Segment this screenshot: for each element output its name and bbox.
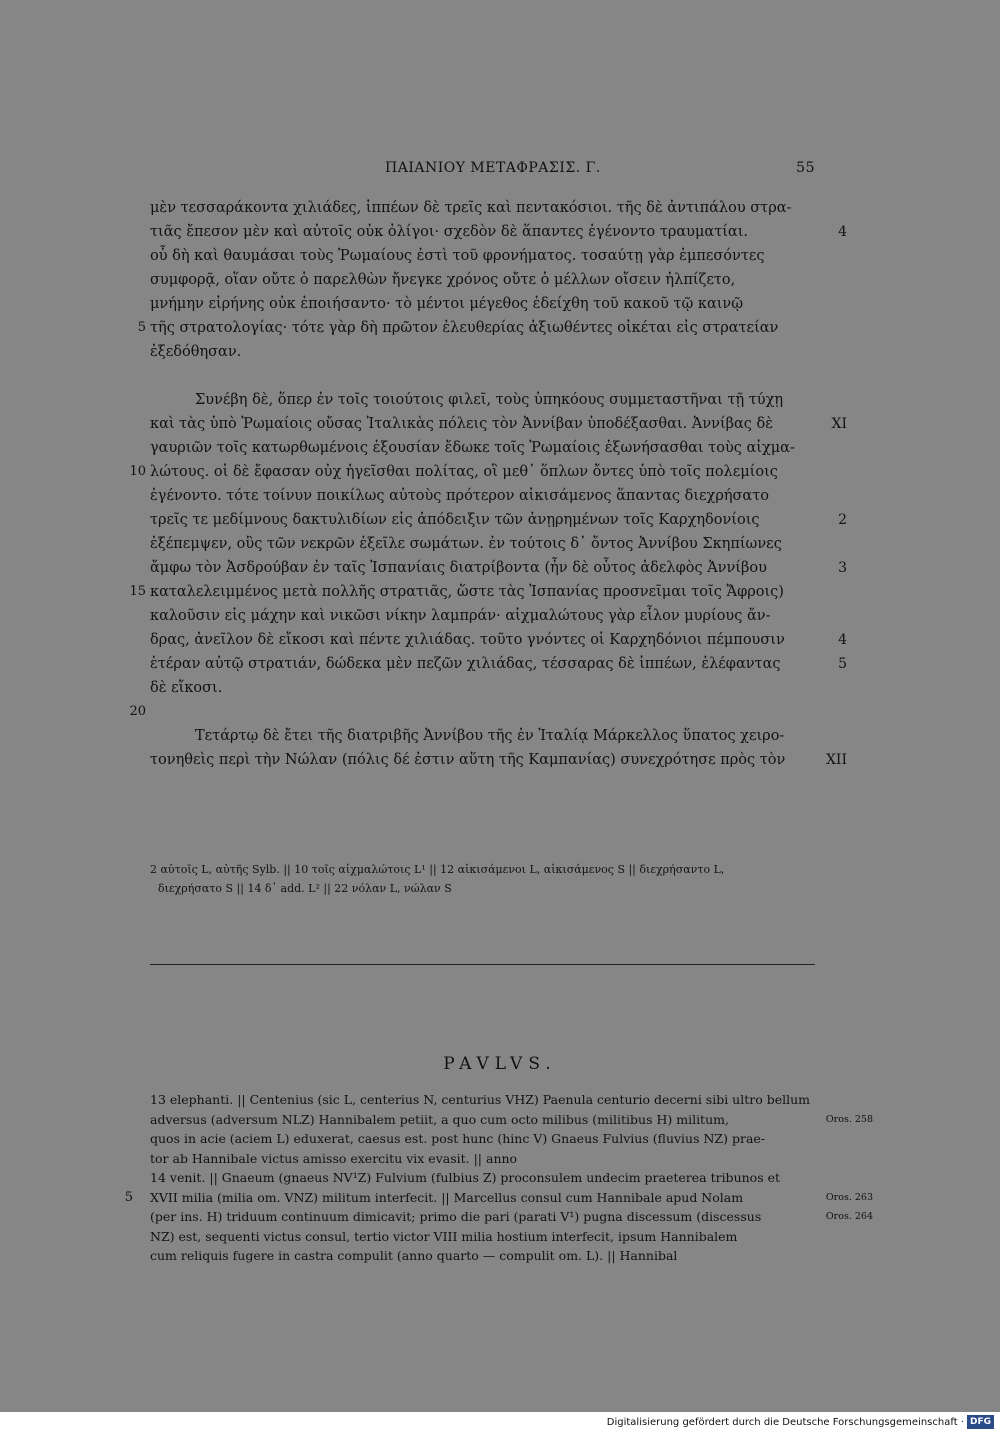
- line-text: Συνέβη δὲ, ὅπερ ἐν τοῖς τοιούτοις φιλεῖ, τοὺς ὑπηκόους συμμεταστῆναι τῇ τύχῃ: [195, 392, 784, 408]
- margin-number: XI: [831, 416, 847, 432]
- line-text: 13 elephanti. || Centenius (sic L, centerius N, centurius VHZ) Paenula centurio decerni sibi ultro bellum: [150, 1092, 811, 1107]
- digitization-footer: [0, 1412, 1000, 1434]
- text-line: [150, 700, 815, 724]
- page-number: 55: [796, 160, 815, 176]
- line-text: 14 venit. || Gnaeum (gnaeus NV¹Z) Fulvium (fulbius Z) proconsulem undecim praeterea tribunos et: [150, 1170, 780, 1185]
- latin-line: [150, 1129, 815, 1149]
- apparatus-footnotes: [150, 860, 815, 898]
- line-text: Τετάρτῳ δὲ ἔτει τῆς διατριβῆς Ἀννίβου τῆς ἐν Ἰταλίᾳ Μάρκελλος ὕπατος χειρο-: [195, 728, 785, 744]
- margin-number: 4: [838, 224, 847, 240]
- text-line: [150, 244, 815, 268]
- margin-number: 5: [838, 656, 847, 672]
- text-line: [150, 580, 815, 604]
- line-text: ἐξεδόθησαν.: [150, 344, 242, 360]
- section-title: PAVLVS.: [443, 1054, 557, 1074]
- margin-number: 2: [838, 512, 847, 528]
- running-title: ΠΑΙΑΝΙΟΥ ΜΕΤΑΦΡΑΣΙΣ. Γ.: [385, 160, 601, 176]
- line-text: adversus (adversum NLZ) Hannibalem petiit, a quo cum octo milibus (militibus H) militum,: [150, 1111, 729, 1127]
- line-text: (per ins. H) triduum continuum dimicavit; primo die pari (parati V¹) pugna discessum (discessus: [150, 1209, 762, 1224]
- text-line: [150, 412, 815, 436]
- line-text: καταλελειμμένος μετὰ πολλῆς στρατιᾶς, ὥστε τὰς Ἰσπανίας προσνεῖμαι τοῖς Ἄφροις): [150, 584, 784, 600]
- latin-line: [150, 1246, 815, 1266]
- latin-line: [150, 1227, 815, 1247]
- latin-line: [150, 1207, 815, 1227]
- line-text: τονηθεὶς περὶ τὴν Νώλαν (πόλις δέ ἐστιν αὕτη τῆς Καμπανίας) συνεχρότησε πρὸς τὸν: [150, 752, 786, 768]
- line-text: οὗ δὴ καὶ θαυμάσαι τοὺς Ῥωμαίους ἐστὶ τοῦ φρονήματος. τοσαύτῃ γὰρ ἐμπεσόντες: [150, 248, 765, 264]
- line-text: NZ) est, sequenti victus consul, tertio victor VIII milia hostium interfecit, ipsum Hannibalem: [150, 1228, 738, 1244]
- text-line: [150, 340, 815, 364]
- margin-number: 4: [838, 632, 847, 648]
- text-line: [150, 652, 815, 676]
- text-line: [150, 268, 815, 292]
- footnote-line: 2 αὐτοῖς L, αὐτῆς Sylb. || 10 τοῖς αἰχμαλώτοις L¹ || 12 αἰκισάμενοι L, αἰκισάμενος S || διεχρήσαντο L,: [150, 863, 725, 876]
- line-text: tor ab Hannibale victus amisso exercitu vix evasit. || anno: [150, 1150, 518, 1166]
- line-text: cum reliquis fugere in castra compulit (anno quarto — compulit om. L). || Hannibal: [150, 1248, 678, 1263]
- margin-number: 3: [838, 560, 847, 576]
- text-line: [150, 508, 815, 532]
- line-text: quos in acie (aciem L) eduxerat, caesus est. post hunc (hinc V) Gnaeus Fulvius (fluvius NZ) prae-: [150, 1131, 766, 1146]
- line-text: λώτους. οἱ δὲ ἔφασαν οὐχ ἡγεῖσθαι πολίτας, οἳ μεθ᾽ ὅπλων ὄντες ὑπὸ τοῖς πολεμίοις: [150, 464, 778, 480]
- greek-text-block: [129, 196, 847, 772]
- footnote-line: διεχρήσατο S || 14 δ᾽ add. L² || 22 νόλαν L, νώλαν S: [158, 882, 452, 895]
- line-text: XVII milia (milia om. VNZ) militum interfecit. || Marcellus consul cum Hannibale apud Nolam: [150, 1189, 744, 1205]
- line-text: καλοῦσιν εἰς μάχην καὶ νικῶσι νίκην λαμπράν· αἰχμαλώτους γὰρ εἷλον μυρίους ἄν-: [150, 608, 771, 624]
- line-text: μνήμην εἰρήνης οὐκ ἐποιήσαντο· τὸ μέντοι μέγεθος ἐδείχθη τοῦ κακοῦ τῷ καινῷ: [150, 296, 744, 312]
- orosius-reference: Oros. 263: [825, 1191, 873, 1203]
- text-line: [150, 364, 815, 388]
- line-number: 15: [129, 584, 146, 599]
- latin-text-block: [124, 1090, 873, 1266]
- text-line: [150, 460, 815, 484]
- dfg-logo: DFG: [967, 1415, 994, 1429]
- line-text: ἐξέπεμψεν, οὓς τῶν νεκρῶν ἐξεῖλε σωμάτων. ἐν τούτοις δ᾽ ὄντος Ἀννίβου Σκηπίωνες: [150, 536, 782, 552]
- latin-line: [150, 1110, 815, 1130]
- line-text: τιᾶς ἔπεσον μὲν καὶ αὐτοῖς οὐκ ὀλίγοι· σχεδὸν δὲ ἅπαντες ἐγένοντο τραυματίαι.: [150, 224, 749, 240]
- latin-line: [150, 1149, 815, 1169]
- divider-rule: [150, 964, 815, 966]
- line-text: τρεῖς τε μεδίμνους δακτυλιδίων εἰς ἀπόδειξιν τῶν ἀνῃρημένων τοῖς Καρχηδονίοις: [150, 512, 760, 528]
- line-text: δὲ εἴκοσι.: [150, 680, 223, 696]
- line-number: 10: [129, 464, 146, 479]
- text-line: [129, 676, 815, 719]
- text-line: [150, 316, 815, 340]
- margin-number: XII: [825, 752, 847, 768]
- line-text: δρας, ἀνεῖλον δὲ εἴκοσι καὶ πέντε χιλιάδας. τοῦτο γνόντες οἱ Καρχηδόνιοι πέμπουσιν: [150, 632, 785, 648]
- line-text: μὲν τεσσαράκοντα χιλιάδες, ἱππέων δὲ τρεῖς καὶ πεντακόσιοι. τῆς δὲ ἀντιπάλου στρα-: [150, 200, 792, 216]
- line-text: ἄμφω τὸν Ἀσδρούβαν ἐν ταῖς Ἰσπανίαις διατρίβοντα (ἦν δὲ οὗτος ἀδελφὸς Ἀννίβου: [150, 560, 767, 576]
- line-text: καὶ τὰς ὑπὸ Ῥωμαίοις οὔσας Ἰταλικὰς πόλεις τὸν Ἀννίβαν ὑποδέξασθαι. Ἀννίβας δὲ: [150, 416, 774, 432]
- orosius-reference: Oros. 264: [825, 1211, 873, 1222]
- line-number: 5: [137, 320, 146, 335]
- line-text: συμφορᾷ, οἵαν οὔτε ὁ παρελθὼν ἤνεγκε χρόνος οὔτε ὁ μέλλων οἴσειν ἠλπίζετο,: [150, 272, 736, 288]
- line-text: γαυριῶν τοῖς κατωρθωμένοις ἐξουσίαν ἔδωκε τοῖς Ῥωμαίοις ἐξωνήσασθαι τοὺς αἰχμα-: [150, 440, 795, 456]
- text-line: [150, 748, 815, 772]
- line-text: ἐγένοντο. τότε τοίνυν ποικίλως αὐτοὺς πρότερον αἰκισάμενος ἅπαντας διεχρήσατο: [150, 488, 769, 504]
- line-text: ἑτέραν αὐτῷ στρατιάν, δώδεκα μὲν πεζῶν χιλιάδας, τέσσαρας δὲ ἱππέων, ἐλέφαντας: [150, 656, 781, 672]
- line-number: 20: [129, 704, 146, 719]
- line-text: τῆς στρατολογίας· τότε γὰρ δὴ πρῶτον ἐλευθερίας ἀξιωθέντες οἰκέται εἰς στρατείαν: [150, 320, 779, 336]
- footer-text: Digitalisierung gefördert durch die Deutsche Forschungsgemeinschaft ·: [606, 1417, 964, 1428]
- line-number: 5: [124, 1189, 133, 1205]
- text-line: [150, 220, 815, 244]
- orosius-reference: Oros. 258: [825, 1113, 873, 1125]
